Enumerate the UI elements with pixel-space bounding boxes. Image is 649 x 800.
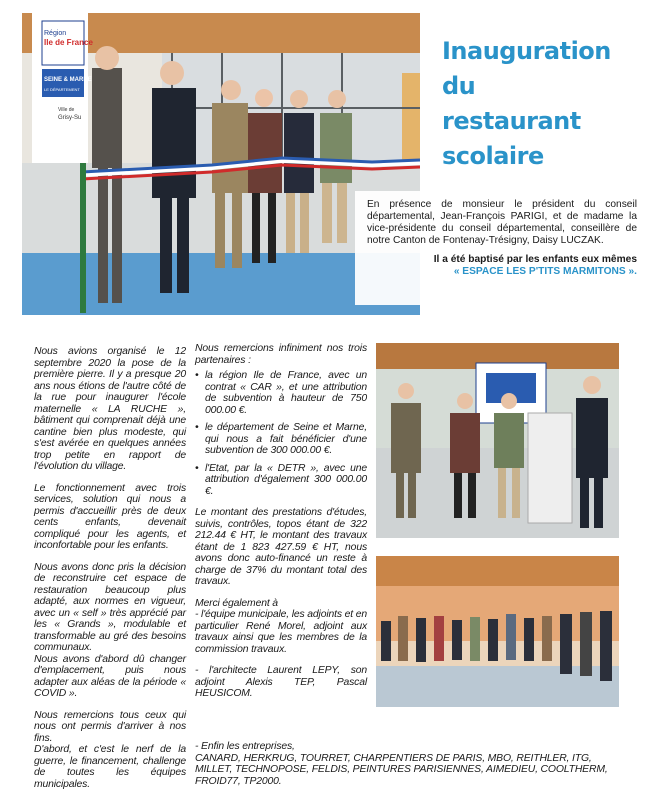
paragraph: Nous avons d'abord dû changer d'emplacement, puis nous adapter aux aléas de la période « COVID ». <box>34 653 186 699</box>
article-column-2 <box>195 343 608 787</box>
town-banner-text-1: Ville de <box>58 107 75 113</box>
companies-intro: - Enfin les entreprises, <box>195 741 295 752</box>
photo-caption <box>355 191 643 305</box>
amount-paragraph: Le montant des prestations d'études, suivis, contrôles, topos étant de 322 212.44 € HT, le montant des travaux étant de 1 823 427.59 € HT, nous avons donc auto-financé un reste à charge de 37% du montant total des travaux. <box>195 507 367 587</box>
title-line: restaurant <box>442 107 581 135</box>
paragraph: Le fonctionnement avec trois services, solution qui nous a permis d'accueillir près de deux cents enfants, devenait compliqué pour les agents, et inconfortable pour les enfants. <box>34 482 186 551</box>
companies-list: CANARD, HERKRUG, TOURRET, CHARPENTIERS DE PARIS, MBO, REITHLER, ITG, MILLET, TECHNOPOSE, FELDIS, PEINTURES PARISIENNES, AIMEDIEU, COOLTHERM, FROID77, TP2000. <box>195 752 608 787</box>
partners-intro: Nous remercions infiniment nos trois partenaires : <box>195 343 367 366</box>
caption-text: En présence de monsieur le président du conseil départemental, Jean-François PARIGI, et de madame la vice-présidente du conseil départemental, conseillère de notre Canton de Fontenay-Trésigny, Daisy LUCZAK. <box>367 199 637 246</box>
thanks-team: - l'équipe municipale, les adjoints et en particulier René Morel, adjoint aux travaux ainsi que les membres de la commission travaux. <box>195 609 368 655</box>
partner-item: • le département de Seine et Marne, qui nous a fait bénéficier d'une subvention de 300 000.00 €. <box>195 422 367 457</box>
paragraph: Nous avons donc pris la décision de reconstruire cet espace de restauration beaucoup plus adapté, aux normes en vigueur, avec un « self » très apprécié par les « Grands », modulable et transformable au gré des besoins communaux. <box>34 561 186 653</box>
town-banner-text-2: Grisy-Su <box>58 115 82 121</box>
paragraph: Nous remercions tous ceux qui nous ont permis d'arriver à nos fins. <box>34 709 186 744</box>
partner-item: • la région Ile de France, avec un contrat « CAR », et une attribution de subvention à hauteur de 750 000.00 €. <box>195 370 367 416</box>
article-title <box>442 34 642 174</box>
article-column-1 <box>34 346 186 800</box>
dept-banner-text-1: SEINE & MARNE <box>44 77 92 83</box>
paragraph: Nous avions organisé le 12 septembre 2020 la pose de la première pierre. Il y a presque 20 ans nous étions de l'autre côté de la rue pour inaugurer l'école maternelle « LA RUCHE », bâtiment qui comprenait déjà une cantine bien plus modeste, qui s'est avérée en quelques années trop petite en rapport de l'évolution du village. <box>34 346 186 472</box>
region-banner-text-1: Région <box>44 30 67 37</box>
title-line: scolaire <box>442 142 544 170</box>
caption-baptism: Il a été baptisé par les enfants eux mêmes <box>433 254 637 265</box>
partner-item: • l'Etat, par la « DETR », avec une attribution d'également 300 000.00 €. <box>195 463 367 498</box>
thanks-architect: - l'architecte Laurent LEPY, son adjoint Alexis TEP, Pascal HEUSICOM. <box>195 665 367 699</box>
photo-speech <box>376 343 619 538</box>
title-line: du <box>442 72 476 100</box>
dept-banner-text-2: LE DÉPARTEMENT <box>44 87 80 92</box>
region-banner-text-2: Ile de France <box>44 38 93 47</box>
paragraph: D'abord, et c'est le nerf de la guerre, le financement, challenge de toutes les équipes municipales. <box>34 744 186 790</box>
partners-list <box>195 370 367 497</box>
title-line: Inauguration <box>442 37 611 65</box>
companies-block <box>195 741 625 787</box>
photo-audience <box>376 556 619 707</box>
caption-name: « ESPACE LES P'TITS MARMITONS ». <box>453 266 637 277</box>
thanks-intro: Merci également à <box>195 597 278 609</box>
